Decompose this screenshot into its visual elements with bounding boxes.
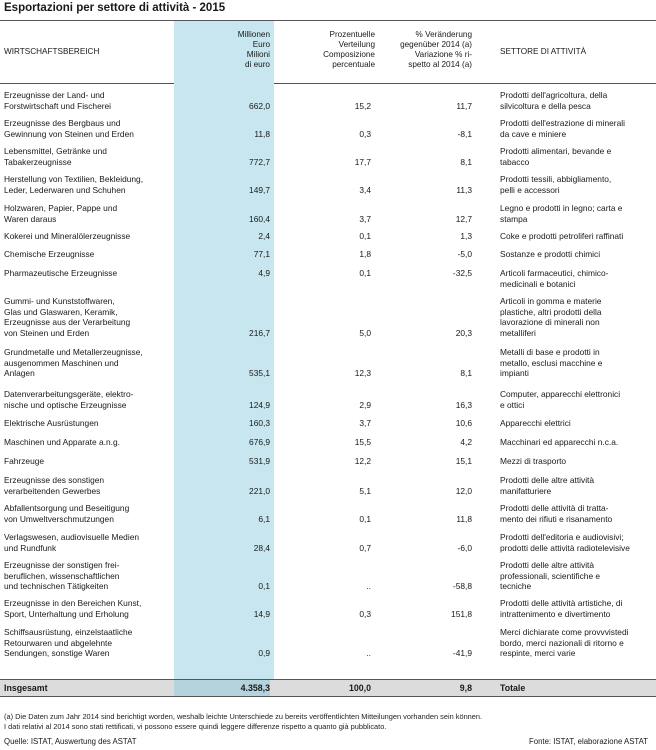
value-percent-share: 1,8: [359, 249, 371, 259]
cell-line: da cave e miniere: [500, 128, 567, 139]
value-percent-change: -5,0: [457, 249, 472, 259]
value-percent-change: -41,9: [452, 648, 472, 659]
cell-line: Computer, apparecchi elettronici: [500, 389, 621, 399]
header-line: Euro: [252, 40, 270, 49]
cell-line: Erzeugnisse des sonstigen: [4, 475, 105, 485]
value-percent-change: 11,7: [456, 100, 472, 111]
value-million-euro: 14,9: [253, 608, 270, 619]
value-million-euro: 676,9: [249, 437, 270, 447]
sector-de: [4, 532, 174, 553]
value-percent-share: 12,2: [354, 456, 371, 466]
value-percent-share: 0,3: [359, 608, 371, 619]
value-million-euro: 216,7: [249, 327, 270, 338]
cell-line: Prodotti delle attività artistiche, di: [500, 598, 623, 608]
cell-line: silvicoltura e della pesca: [500, 100, 591, 111]
total-percent-change: 9,8: [459, 683, 472, 693]
header-percent-share: [279, 21, 379, 83]
cell-line: Sostanze e prodotti chimici: [500, 249, 601, 259]
value-percent-share: 15,2: [354, 100, 371, 111]
cell-line: manifatturiere: [500, 485, 552, 496]
cell-line: respinte, merci varie: [500, 648, 576, 659]
header-line: di euro: [244, 60, 270, 69]
value-million-euro: 77,1: [253, 249, 270, 259]
value-percent-change: -58,8: [452, 581, 472, 592]
sector-de: [4, 268, 174, 279]
cell-line: Gummi- und Kunststoffwaren,: [4, 296, 115, 306]
cell-line: bordo, merci nazionali di ritorno e: [500, 637, 624, 648]
cell-line: Sport, Unterhaltung und Erholung: [4, 608, 129, 619]
value-million-euro: 28,4: [253, 542, 270, 553]
sector-it: [500, 532, 652, 553]
value-million-euro: 535,1: [249, 368, 270, 379]
sector-it: [500, 560, 652, 592]
value-million-euro: 160,3: [249, 418, 270, 428]
sector-it: [500, 146, 652, 167]
cell-line: Prodotti alimentari, bevande e: [500, 146, 612, 156]
header-line: % Veränderung: [415, 30, 472, 39]
cell-line: Leder, Lederwaren und Schuhen: [4, 184, 126, 195]
header-million-euro: [174, 21, 274, 83]
header-line: Verteilung: [338, 40, 375, 49]
value-percent-change: 11,8: [456, 513, 472, 524]
value-percent-share: 3,7: [359, 213, 371, 224]
cell-line: Apparecchi elettrici: [500, 418, 571, 428]
cell-line: Erzeugnisse aus der Verarbeitung: [4, 317, 131, 328]
header-line: Variazione % ri-: [414, 50, 472, 59]
total-percent-share: 100,0: [348, 683, 371, 693]
cell-line: Schiffsausrüstung, einzelstaatliche: [4, 627, 133, 637]
sector-it: [500, 627, 652, 659]
cell-line: Lebensmittel, Getränke und: [4, 146, 107, 156]
value-million-euro: 662,0: [249, 100, 270, 111]
cell-line: Macchinari ed apparecchi n.c.a.: [500, 437, 619, 447]
value-percent-change: 10,6: [455, 418, 472, 428]
cell-line: und Rundfunk: [4, 542, 57, 553]
value-percent-share: 0,3: [359, 128, 371, 139]
header-line: Composizione: [323, 50, 375, 59]
cell-line: Prodotti delle altre attività: [500, 475, 595, 485]
cell-line: e ottici: [500, 399, 525, 410]
cell-line: Legno e prodotti in legno; carta e: [500, 203, 623, 213]
value-percent-change: -6,0: [457, 542, 472, 553]
cell-line: metalliferi: [500, 327, 536, 338]
sector-de: [4, 174, 174, 195]
sector-de: [4, 598, 174, 619]
cell-line: von Steinen und Erden: [4, 327, 90, 338]
sector-it: [500, 268, 652, 289]
cell-line: prodotti delle attività radiotelevisive: [500, 542, 630, 553]
footnote-line: I dati relativi al 2014 sono stati rettificati, vi possono essere quindi leggere differenze rispetto a quanto già pubblicato.: [4, 721, 387, 731]
sector-de: [4, 90, 174, 111]
value-percent-share: ..: [366, 581, 371, 592]
cell-line: Mezzi di trasporto: [500, 456, 567, 466]
sector-it: [500, 174, 652, 195]
cell-line: Fahrzeuge: [4, 456, 45, 466]
value-million-euro: 0,9: [258, 648, 270, 659]
value-percent-share: 17,7: [354, 156, 371, 167]
cell-line: Erzeugnisse der sonstigen frei-: [4, 560, 120, 570]
cell-line: Erzeugnisse des Bergbaus und: [4, 118, 121, 128]
cell-line: lavorazione di minerali non: [500, 317, 600, 328]
sector-de: [4, 118, 174, 139]
cell-line: Glas und Glaswaren, Keramik,: [4, 306, 118, 317]
value-million-euro: 772,7: [249, 156, 270, 167]
cell-line: Prodotti tessili, abbigliamento,: [500, 174, 612, 184]
sector-de: [4, 456, 174, 467]
cell-line: impianti: [500, 368, 529, 379]
sector-it: [500, 503, 652, 524]
header-sector-it: SETTORE DI ATTIVITÀ: [500, 47, 587, 56]
value-percent-share: 0,7: [359, 542, 371, 553]
footnote: [4, 712, 482, 731]
cell-line: Prodotti delle attività di tratta-: [500, 503, 609, 513]
value-percent-change: 8,1: [460, 156, 472, 167]
header-percent-change: [380, 21, 476, 83]
value-percent-share: 5,0: [359, 327, 371, 338]
cell-line: Herstellung von Textilien, Bekleidung,: [4, 174, 144, 184]
cell-line: Prodotti dell'editoria e audiovisivi;: [500, 532, 624, 542]
sector-de: [4, 560, 174, 592]
cell-line: Metalli di base e prodotti in: [500, 347, 600, 357]
sector-it: [500, 418, 652, 429]
cell-line: von Umweltverschmutzungen: [4, 513, 114, 524]
cell-line: ausgenommen Maschinen und: [4, 357, 119, 368]
value-percent-change: 12,0: [455, 485, 472, 496]
header-line: spetto al 2014 (a): [408, 60, 472, 69]
value-percent-change: -32,5: [452, 268, 472, 278]
cell-line: metallo, esclusi macchine e: [500, 357, 603, 368]
value-percent-share: 12,3: [354, 368, 371, 379]
cell-line: Gewinnung von Steinen und Erden: [4, 128, 134, 139]
cell-line: medicinali e botanici: [500, 278, 576, 289]
total-label-de: Insgesamt: [4, 683, 48, 693]
sector-de: [4, 418, 174, 429]
header-line: gegenüber 2014 (a): [400, 40, 472, 49]
value-million-euro: 221,0: [249, 485, 270, 496]
value-million-euro: 2,4: [258, 231, 270, 241]
sector-de: [4, 249, 174, 260]
value-percent-share: 3,7: [359, 418, 371, 428]
cell-line: plastiche, altri prodotti della: [500, 306, 602, 317]
value-percent-change: 16,3: [455, 399, 472, 410]
cell-line: Waren daraus: [4, 213, 57, 224]
cell-line: intrattenimento e divertimento: [500, 608, 611, 619]
header-sector-de: WIRTSCHAFTSBEREICH: [4, 47, 100, 56]
value-percent-change: 11,3: [456, 184, 472, 195]
cell-line: Verlagswesen, audiovisuelle Medien: [4, 532, 140, 542]
cell-line: Abfallentsorgung und Beseitigung: [4, 503, 130, 513]
sector-it: [500, 347, 652, 379]
cell-line: stampa: [500, 213, 528, 224]
value-percent-share: 0,1: [359, 513, 371, 524]
value-percent-change: 1,3: [460, 231, 472, 241]
sector-de: [4, 389, 174, 410]
header-line: Milioni: [246, 50, 270, 59]
sector-de: [4, 627, 174, 659]
value-percent-change: 151,8: [451, 608, 472, 619]
sector-de: [4, 203, 174, 224]
value-percent-share: 0,1: [359, 268, 371, 278]
value-percent-share: 15,5: [354, 437, 371, 447]
cell-line: pelli e accessori: [500, 184, 560, 195]
cell-line: Erzeugnisse der Land- und: [4, 90, 105, 100]
value-million-euro: 531,9: [249, 456, 270, 466]
cell-line: Erzeugnisse in den Bereichen Kunst,: [4, 598, 142, 608]
sector-it: [500, 598, 652, 619]
page-title: Esportazioni per settore di attività - 2015: [4, 2, 226, 14]
cell-line: nische und optische Erzeugnisse: [4, 399, 127, 410]
value-million-euro: 6,1: [258, 513, 270, 524]
sector-de: [4, 475, 174, 496]
cell-line: Forstwirtschaft und Fischerei: [4, 100, 112, 111]
cell-line: Prodotti delle altre attività: [500, 560, 595, 570]
header-line: percentuale: [332, 60, 375, 69]
table-header: [0, 20, 656, 84]
cell-line: beruflichen, wissenschaftlichen: [4, 570, 120, 581]
value-percent-change: 12,7: [455, 213, 472, 224]
cell-line: verarbeitenden Gewerbes: [4, 485, 101, 496]
cell-line: Retourwaren und abgelehnte: [4, 637, 113, 648]
value-million-euro: 124,9: [249, 399, 270, 410]
sector-de: [4, 347, 174, 379]
value-percent-share: 2,9: [359, 399, 371, 410]
sector-de: [4, 503, 174, 524]
value-percent-share: 5,1: [359, 485, 371, 496]
cell-line: Anlagen: [4, 368, 35, 379]
sector-de: [4, 296, 174, 338]
sector-it: [500, 203, 652, 224]
sector-de: [4, 231, 174, 242]
value-percent-share: 0,1: [359, 231, 371, 241]
value-percent-share: 3,4: [359, 184, 371, 195]
value-million-euro: 4,9: [258, 268, 270, 278]
value-million-euro: 160,4: [249, 213, 270, 224]
cell-line: mento dei rifiuti e risanamento: [500, 513, 613, 524]
cell-line: Pharmazeutische Erzeugnisse: [4, 268, 118, 278]
header-line: Millionen: [237, 30, 270, 39]
value-million-euro: 0,1: [258, 581, 270, 592]
exports-table: [0, 20, 656, 84]
cell-line: tecniche: [500, 581, 532, 592]
cell-line: Elektrische Ausrüstungen: [4, 418, 99, 428]
value-million-euro: 149,7: [249, 184, 270, 195]
cell-line: Prodotti dell'agricoltura, della: [500, 90, 608, 100]
sector-it: [500, 456, 652, 467]
value-million-euro: 11,8: [254, 128, 270, 139]
sector-it: [500, 249, 652, 260]
value-percent-change: 20,3: [455, 327, 472, 338]
cell-line: Coke e prodotti petroliferi raffinati: [500, 231, 624, 241]
value-percent-change: -8,1: [457, 128, 472, 139]
source-right: Fonte: ISTAT, elaborazione ASTAT: [528, 737, 648, 746]
cell-line: tabacco: [500, 156, 530, 167]
source-left: Quelle: ISTAT, Auswertung des ASTAT: [4, 737, 137, 746]
sector-it: [500, 389, 652, 410]
sector-it: [500, 90, 652, 111]
value-percent-share: ..: [366, 648, 371, 659]
cell-line: Grundmetalle und Metallerzeugnisse,: [4, 347, 143, 357]
cell-line: Maschinen und Apparate a.n.g.: [4, 437, 120, 447]
sector-it: [500, 437, 652, 448]
cell-line: Articoli in gomma e materie: [500, 296, 602, 306]
cell-line: Tabakerzeugnisse: [4, 156, 72, 167]
sector-it: [500, 475, 652, 496]
cell-line: Sendungen, sonstige Waren: [4, 648, 110, 659]
cell-line: Holzwaren, Papier, Pappe und: [4, 203, 118, 213]
value-percent-change: 4,2: [460, 437, 472, 447]
sector-it: [500, 118, 652, 139]
value-percent-change: 8,1: [460, 368, 472, 379]
cell-line: Kokerei und Mineralölerzeugnisse: [4, 231, 131, 241]
value-percent-change: 15,1: [455, 456, 472, 466]
sector-it: [500, 231, 652, 242]
footnote-line: (a) Die Daten zum Jahr 2014 sind berichtigt worden, weshalb leichte Unterschiede zu bereits veröffentlichten Mitteilungen vorhanden sein können.: [4, 712, 483, 721]
cell-line: Articoli farmaceutici, chimico-: [500, 268, 609, 278]
cell-line: Prodotti dell'estrazione di minerali: [500, 118, 625, 128]
cell-line: professionali, scientifiche e: [500, 570, 601, 581]
total-label-it: Totale: [500, 683, 526, 693]
cell-line: Datenverarbeitungsgeräte, elektro-: [4, 389, 134, 399]
total-million-euro: 4.358,3: [174, 680, 270, 696]
cell-line: Chemische Erzeugnisse: [4, 249, 95, 259]
sector-de: [4, 146, 174, 167]
total-row: [0, 679, 656, 697]
cell-line: und technischen Tätigkeiten: [4, 581, 109, 592]
sector-it: [500, 296, 652, 338]
sector-de: [4, 437, 174, 448]
header-line: Prozentuelle: [329, 30, 375, 39]
cell-line: Merci dichiarate come provvvistedi: [500, 627, 629, 637]
